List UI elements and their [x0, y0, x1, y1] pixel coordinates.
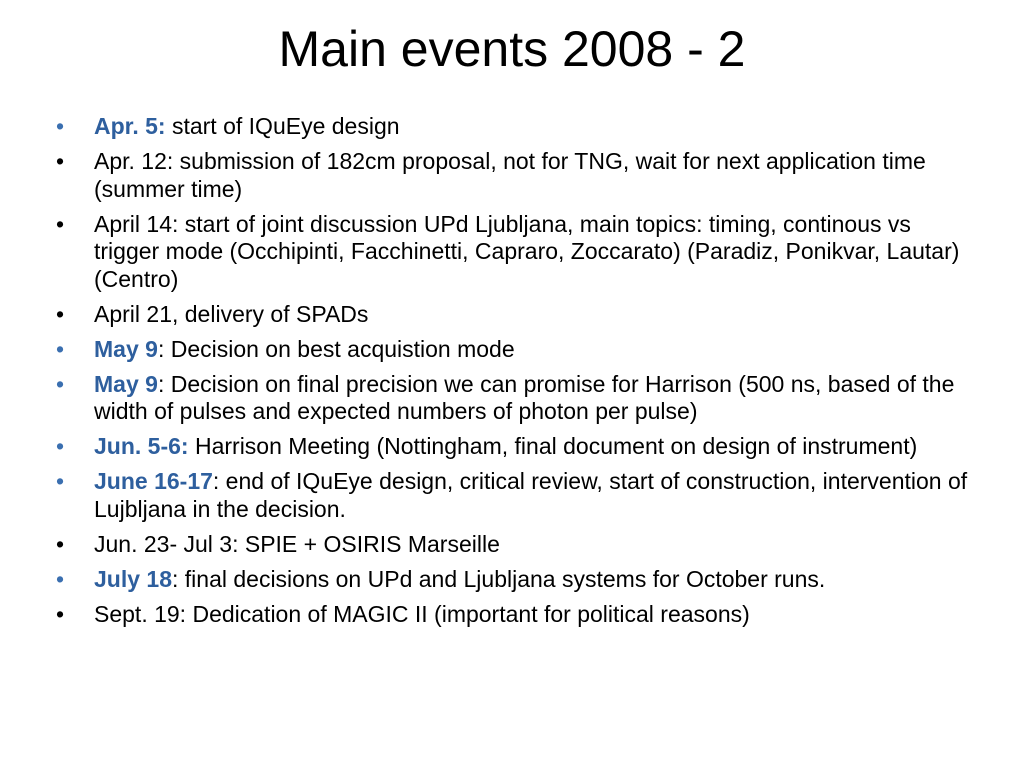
bullet-item [50, 468, 970, 523]
bullet-text: : Decision on final precision we can promise for Harrison (500 ns, based of the width of pulses and expected numbers of photon per pulse) [94, 370, 955, 424]
bullet-text: Apr. 12: submission of 182cm proposal, not for TNG, wait for next application time (summer time) [94, 148, 926, 202]
bullet-date: Jun. 5-6: [94, 433, 189, 459]
bullet-item [50, 566, 970, 594]
bullet-marker: • [56, 530, 65, 557]
bullet-item [50, 301, 970, 329]
bullet-text: April 21, delivery of SPADs [94, 300, 369, 327]
bullet-text: : final decisions on UPd and Ljubljana systems for October runs. [172, 565, 826, 592]
bullet-item [50, 148, 970, 203]
bullet-text: Sept. 19: Dedication of MAGIC II (important for political reasons) [94, 600, 750, 627]
bullet-date: July 18 [94, 565, 172, 592]
bullet-item [50, 371, 970, 426]
bullet-marker: • [56, 600, 65, 627]
bullet-text: start of IQuEye design [165, 113, 400, 139]
bullet-item [50, 433, 970, 461]
bullet-marker: • [56, 433, 65, 459]
bullet-date: May 9 [94, 335, 158, 362]
bullet-date: May 9 [94, 370, 158, 397]
bullet-item [50, 211, 970, 294]
bullet-list [50, 113, 970, 636]
bullet-marker: • [56, 468, 65, 494]
bullet-marker: • [56, 370, 65, 397]
bullet-item [50, 601, 970, 629]
bullet-text: April 14: start of joint discussion UPd Ljubljana, main topics: timing, continous vs trigger mode (Occhipinti, Facchinetti, Capraro, Zoccarato) (Paradiz, Ponikvar, Lautar) (Centro) [94, 210, 960, 292]
bullet-text: : Decision on best acquistion mode [157, 335, 515, 362]
bullet-item [50, 336, 970, 364]
slide-title: Main events 2008 - 2 [278, 21, 746, 77]
bullet-date: June 16-17 [94, 468, 213, 494]
bullet-item [50, 531, 970, 559]
bullet-text: : end of IQuEye design, critical review, start of construction, intervention of Lujbljana in the decision. [94, 468, 968, 522]
bullet-item [50, 113, 970, 141]
bullet-marker: • [56, 113, 65, 139]
bullet-text: Jun. 23- Jul 3: SPIE + OSIRIS Marseille [94, 530, 500, 557]
bullet-marker: • [56, 210, 65, 237]
bullet-date: Apr. 5: [94, 113, 166, 139]
bullet-marker: • [56, 300, 65, 327]
bullet-marker: • [56, 148, 65, 174]
bullet-marker: • [56, 335, 65, 362]
bullet-marker: • [56, 565, 65, 592]
bullet-text: Harrison Meeting (Nottingham, final document on design of instrument) [188, 433, 918, 459]
